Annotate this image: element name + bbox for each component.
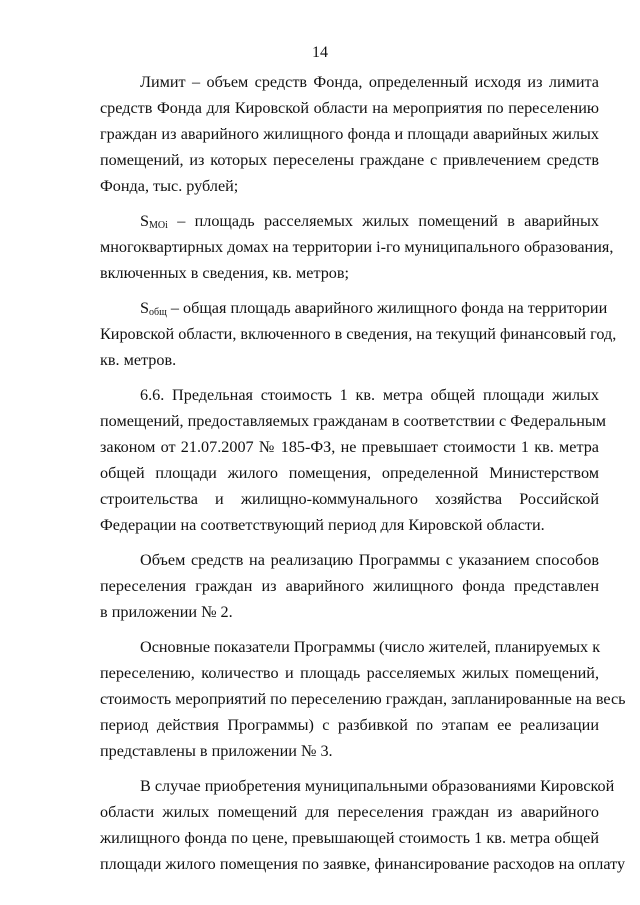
text-line: включенных в сведения, кв. метров;: [100, 264, 350, 282]
line-rest: – общая площадь аварийного жилищного фонда на территории: [166, 299, 608, 317]
text-line: многоквартирных домах на территории i-го муниципального образования,: [100, 238, 614, 256]
text-line: представлены в приложении № 3.: [100, 742, 333, 760]
line-rest: – площадь расселяемых жилых помещений в аварийных: [167, 212, 599, 230]
text-line: переселению, количество и площадь расселяемых жилых помещений,: [100, 664, 599, 682]
paragraph-limit-definition: [100, 69, 599, 199]
symbol-s: S: [140, 299, 150, 317]
text-line: 6.6. Предельная стоимость 1 кв. метра общей площади жилых: [140, 386, 599, 404]
text-line: Федерации на соответствующий период для Кировской области.: [100, 516, 545, 534]
text-line: граждан из аварийного жилищного фонда и площади аварийных жилых: [100, 125, 599, 143]
text-line: Фонда, тыс. рублей;: [100, 177, 239, 195]
paragraph-6-6: [100, 382, 607, 538]
text-line: Кировской области, включенного в сведения, на текущий финансовый год,: [100, 325, 617, 343]
text-line: средств Фонда для Кировской области на мероприятия по переселению: [100, 99, 599, 117]
text-line: кв. метров.: [100, 351, 177, 369]
symbol-subscript: общ: [149, 307, 167, 318]
text-line: области жилых помещений для переселения граждан из аварийного: [100, 803, 599, 821]
text-line: [100, 208, 599, 234]
text-line: стоимость мероприятий по переселению граждан, запланированные на весь: [100, 690, 626, 708]
paragraph-smoi-definition: [100, 208, 614, 286]
paragraph-acquisition: [100, 773, 626, 877]
paragraph-program-funds: [100, 547, 599, 625]
page-number: 14: [312, 44, 328, 61]
document-body: [100, 69, 626, 877]
text-line: Основные показатели Программы (число жителей, планируемых к: [140, 638, 601, 656]
text-line: строительства и жилищно-коммунального хозяйства Российской: [100, 490, 599, 508]
paragraph-program-indicators: [100, 634, 626, 764]
text-line: жилищного фонда по цене, превышающей стоимость 1 кв. метра общей: [100, 829, 599, 847]
symbol-s: S: [140, 212, 150, 230]
text-line: законом от 21.07.2007 № 185-ФЗ, не превышает стоимости 1 кв. метра: [100, 438, 599, 456]
text-line: В случае приобретения муниципальными образованиями Кировской: [140, 777, 615, 795]
text-line: общей площади жилого помещения, определенной Министерством: [100, 464, 599, 482]
paragraph-sobsh-definition: [100, 295, 617, 373]
text-line: помещений, предоставляемых гражданам в соответствии с Федеральным: [100, 412, 607, 430]
text-line: площади жилого помещения по заявке, финансирование расходов на оплату: [100, 855, 626, 873]
text-line: период действия Программы) с разбивкой по этапам ее реализации: [100, 716, 599, 734]
text-line: переселения граждан из аварийного жилищного фонда представлен: [100, 577, 599, 595]
text-line: Объем средств на реализацию Программы с указанием способов: [140, 551, 599, 569]
text-line: Лимит – объем средств Фонда, определенный исходя из лимита: [140, 73, 599, 91]
text-line: [100, 295, 608, 321]
symbol-subscript: MOi: [149, 220, 168, 231]
text-line: помещений, из которых переселены граждане с привлечением средств: [100, 151, 599, 169]
text-line: в приложении № 2.: [100, 603, 233, 621]
